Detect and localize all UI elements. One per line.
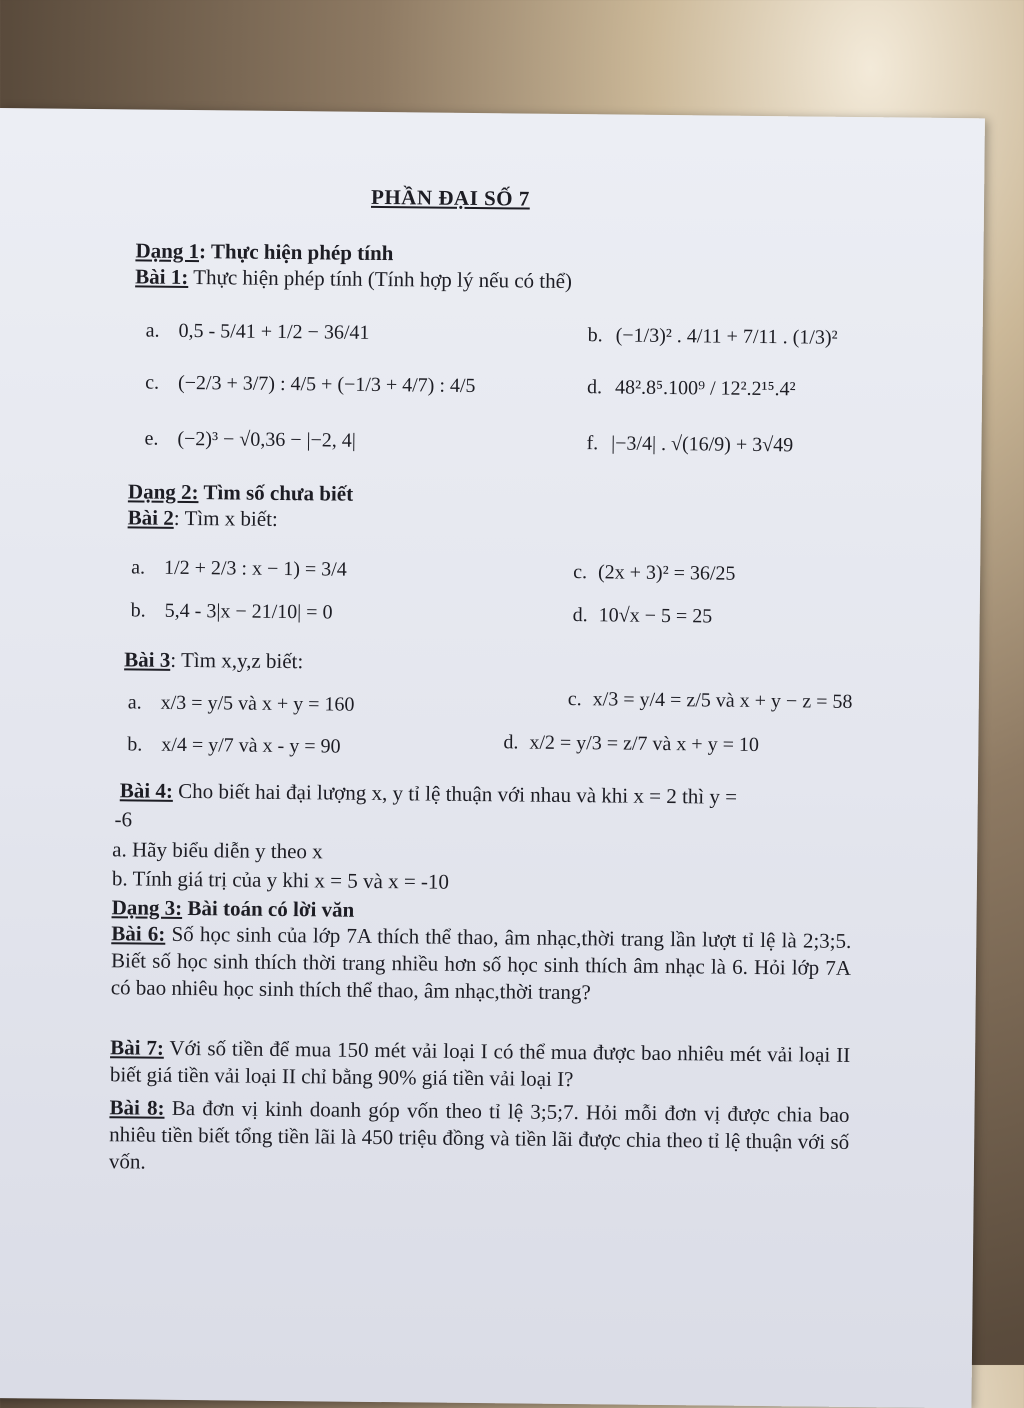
item-label: c. (567, 687, 582, 711)
bai1-item-e (144, 426, 356, 454)
bai2-item-d (573, 602, 713, 629)
bai1-item-c (145, 370, 476, 399)
item-label: c. (573, 561, 588, 584)
math-expression: x/2 = y/3 = z/7 và x + y = 10 (529, 731, 760, 756)
math-expression: (−2)³ − √0,36 − |−2, 4| (177, 427, 356, 452)
bai4-part-a: a. Hãy biểu diễn y theo x (112, 837, 323, 864)
item-label: a. (145, 319, 160, 342)
bai2-item-a (131, 554, 347, 582)
bai3-item-b (127, 731, 340, 759)
dang1-heading (135, 237, 393, 266)
item-label: b. (130, 599, 146, 622)
math-expression: |−3/4| . √(16/9) + 3√49 (611, 432, 794, 457)
dang3-label: Dạng 3: (111, 895, 183, 920)
math-expression: (2x + 3)² = 36/25 (597, 561, 736, 585)
item-label: f. (586, 432, 599, 455)
bai4-line2: -6 (114, 807, 133, 832)
bai2-item-c (573, 559, 736, 587)
math-expression: 48².8⁵.100⁹ / 12².2¹⁵.4² (614, 376, 796, 401)
bai3-item-c (568, 686, 853, 715)
bai3-heading (124, 646, 303, 674)
worksheet-content (0, 108, 985, 1368)
item-label: d. (503, 731, 519, 754)
bai3-item-a (128, 689, 355, 717)
bai6-label: Bài 6: (111, 921, 166, 946)
bai4-label: Bài 4: (119, 778, 174, 803)
item-label: e. (144, 427, 159, 450)
bai8-label: Bài 8: (109, 1095, 165, 1120)
bai2-item-b (131, 597, 333, 625)
page-title: PHẦN ĐẠI SỐ 7 (370, 184, 530, 211)
item-label: d. (572, 604, 588, 627)
bai2-label: Bài 2 (127, 505, 174, 530)
math-expression: x/3 = y/5 và x + y = 160 (160, 691, 355, 716)
dang3-heading (112, 894, 355, 923)
math-expression: (−2/3 + 3/7) : 4/5 + (−1/3 + 4/7) : 4/5 (177, 371, 476, 397)
dang2-text: Tìm số chưa biết (198, 480, 354, 506)
bai3-item-d (503, 729, 759, 758)
item-label: b. (587, 324, 603, 347)
bai8-paragraph (109, 1094, 850, 1183)
item-label: a. (127, 691, 142, 714)
bai2-text: : Tìm x biết: (173, 505, 278, 531)
bai4-text: Cho biết hai đại lượng x, y tỉ lệ thuận với nhau và khi x = 2 thì y = (172, 778, 738, 809)
bai1-item-d (587, 374, 796, 402)
item-label: d. (586, 376, 603, 399)
bai6-text: Số học sinh của lớp 7A thích thể thao, âm nhạc,thời trang lần lượt tỉ lệ là 2;3;5. Biết số học sinh thích thời trang nhiều hơn số học sinh thích âm nhạc là 6. Hỏi lớp 7A có bao nhiêu học sinh thích thể thao, âm nhạc,thời trang? (110, 921, 852, 1005)
bai1-item-b (588, 322, 838, 351)
item-label: b. (127, 733, 143, 756)
item-label: a. (131, 556, 146, 579)
dang1-label: Dạng 1 (135, 238, 200, 264)
dang2-label: Dạng 2: (127, 479, 199, 505)
bai7-label: Bài 7: (110, 1035, 165, 1060)
bai4-part-b: b. Tính giá trị của y khi x = 5 và x = -10 (111, 866, 450, 894)
math-expression: 0,5 - 5/41 + 1/2 − 36/41 (178, 319, 370, 344)
math-expression: (−1/3)² . 4/11 + 7/11 . (1/3)² (615, 324, 838, 349)
bai1-label: Bài 1: (135, 264, 189, 289)
paper-sheet (0, 108, 985, 1408)
bai1-heading (135, 263, 572, 294)
dang3-text: Bài toán có lời văn (182, 895, 355, 922)
math-expression: 1/2 + 2/3 : x − 1) = 3/4 (163, 556, 347, 581)
bai8-text: Ba đơn vị kinh doanh góp vốn theo tỉ lệ 3;5;7. Hỏi mỗi đơn vị được chia bao nhiêu tiền biết tổng tiền lãi là 450 triệu đồng và tiền lãi được chia theo tỉ lệ thuận với số vốn. (108, 1095, 850, 1174)
bai3-label: Bài 3 (124, 647, 171, 672)
dang2-heading (128, 478, 353, 506)
bai1-item-a (146, 318, 370, 346)
math-expression: x/3 = y/4 = z/5 và x + y − z = 58 (592, 688, 853, 713)
bai1-text: Thực hiện phép tính (Tính hợp lý nếu có thể) (188, 264, 573, 293)
bai6-paragraph (111, 920, 852, 1009)
bai7-text: Với số tiền để mua 150 mét vải loại I có thể mua được bao nhiêu mét vải loại II biết giá tiền vải loại II chỉ bằng 90% giá tiền vải loại I? (109, 1035, 851, 1092)
bai3-text: : Tìm x,y,z biết: (170, 647, 304, 674)
math-expression: x/4 = y/7 và x - y = 90 (161, 733, 341, 758)
bai7-paragraph (110, 1034, 851, 1096)
bai2-heading (128, 504, 278, 532)
math-expression: 10√x − 5 = 25 (598, 604, 713, 628)
math-expression: 5,4 - 3|x − 21/10| = 0 (164, 599, 333, 624)
bai1-item-f (586, 430, 793, 458)
bai4-line1 (120, 777, 737, 809)
dang1-text: : Thực hiện phép tính (198, 239, 394, 266)
item-label: c. (145, 371, 160, 394)
